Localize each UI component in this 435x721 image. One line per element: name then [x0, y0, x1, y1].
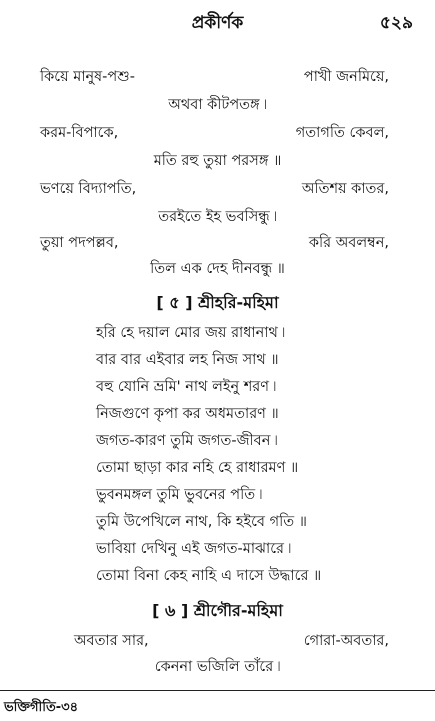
footer-label: ভক্তিগীতি-৩৪: [4, 700, 79, 715]
verse-line-left: অবতার সার,: [74, 633, 149, 649]
verse-line-left: তুয়া পদপল্লব,: [40, 235, 119, 251]
section-title: [ ৫ ] শ্রীহরি-মহিমা: [156, 293, 279, 312]
page-title: প্রকীর্ণক: [191, 13, 244, 33]
verse-line-left: কিয়ে মানুষ-পশু-: [40, 69, 135, 85]
list-line: জগত-কারণ তুমি জগত-জীবন ৷: [96, 433, 278, 449]
verse-line-right: পাখী জনমিয়ে,: [303, 69, 389, 85]
list-line: ভাবিয়া দেখিনু এই জগত-মাঝারে ৷: [96, 541, 292, 557]
page-number: ৫২৯: [379, 13, 413, 33]
list-line: বার বার এইবার লহ নিজ সাথ ॥: [96, 352, 279, 368]
verse-line-center: কেননা ভজিলি তাঁরে ৷: [154, 659, 281, 675]
verse-line-right: অতিশয় কাতর,: [301, 181, 389, 197]
verse-line-right: গোরা-অবতার,: [303, 633, 389, 649]
verse-line-right: করি অবলম্বন,: [308, 235, 389, 251]
verse-line-center: অথবা কীটপতঙ্গ ৷: [168, 97, 267, 113]
footer-divider: [0, 690, 435, 691]
list-line: তোমা ছাড়া কার নহি হে রাধারমণ ॥: [96, 460, 299, 476]
section-title: [ ৬ ] শ্রীগৌর-মহিমা: [152, 601, 283, 620]
verse-line-left: ভণয়ে বিদ্যাপতি,: [40, 181, 137, 197]
list-line: তোমা বিনা কেহ নাহি এ দাসে উদ্ধারে ॥: [96, 568, 322, 584]
verse-line-left: করম-বিপাকে,: [40, 125, 119, 141]
list-line: ভুবনমঙ্গল তুমি ভুবনের পতি ৷: [96, 487, 263, 503]
list-line: তুমি উপেখিলে নাথ, কি হইবে গতি ॥: [96, 514, 307, 530]
verse-line-center: তিল এক দেহ দীনবন্ধু ॥: [150, 261, 285, 277]
verse-line-center: তরইতে ইহ ভবসিন্ধু ৷: [158, 209, 277, 225]
list-line: বহু যোনি ভ্রমি' নাথ লইনু শরণ ৷: [96, 379, 277, 395]
list-line: নিজগুণে কৃপা কর অধমতারণ ॥: [96, 406, 279, 422]
list-line: হরি হে দয়াল মোর জয় রাধানাথ ৷: [96, 325, 285, 341]
verse-line-center: মতি রহু তুয়া পরসঙ্গ ॥: [153, 153, 282, 169]
verse-line-right: গতাগতি কেবল,: [295, 125, 389, 141]
